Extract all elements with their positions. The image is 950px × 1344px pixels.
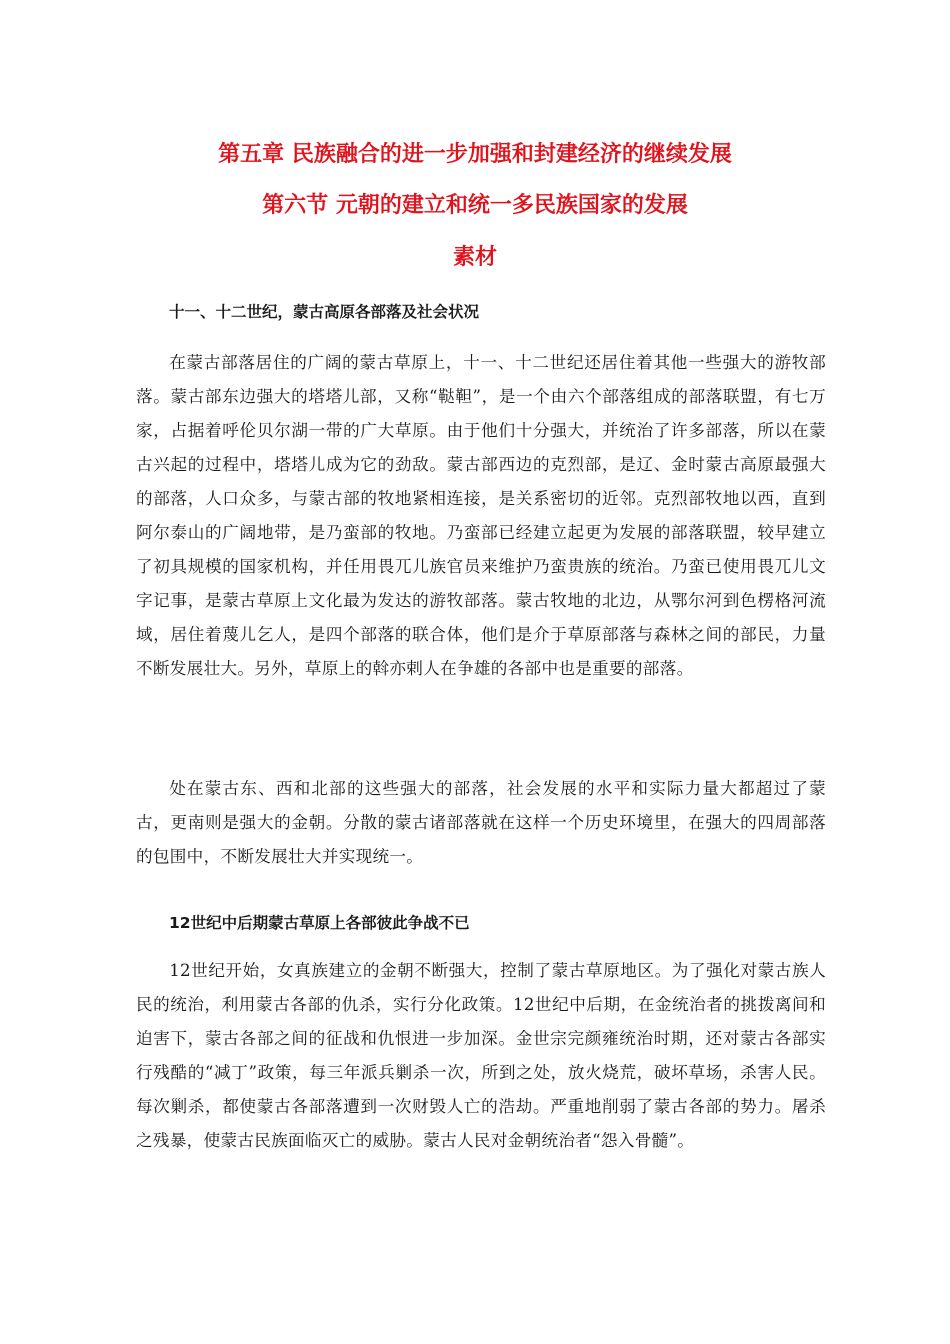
chapter-title: 第五章 民族融合的进一步加强和封建经济的继续发展 bbox=[218, 142, 732, 167]
paragraph-tribes-overview: 在蒙古部落居住的广阔的蒙古草原上，十一、十二世纪还居住着其他一些强大的游牧部落。蒙古部东边强大的塔塔儿部，又称“鞑靼”，是一个由六个部落组成的部落联盟，有七万家，占据着呼伦贝尔湖一带的广大草原。由于他们十分强大，并统治了许多部落，所以在蒙古兴起的过程中，塔塔儿成为它的劲敌。蒙古部西边的克烈部，是辽、金时蒙古高原最强大的部落，人口众多，与蒙古部的牧地紧相连接，是关系密切的近邻。克烈部牧地以西，直到阿尔泰山的广阔地带，是乃蛮部的牧地。乃蛮部已经建立起更为发展的部落联盟，较早建立了初具规模的国家机构，并任用畏兀儿族官员来维护乃蛮贵族的统治。乃蛮已使用畏兀儿文字记事，是蒙古草原上文化最为发达的游牧部落。蒙古牧地的北边，从鄂尔河到色楞格河流域，居住着蔑儿乞人，是四个部落的联合体，他们是介于草原部落与森林之间的部民，力量不断发展壮大。另外，草原上的斡亦剌人在争雄的各部中也是重要的部落。 bbox=[136, 353, 826, 678]
section-title: 第六节 元朝的建立和统一多民族国家的发展 bbox=[262, 193, 688, 218]
section-heading-wars: 12世纪中后期蒙古草原上各部彼此争战不已 bbox=[169, 914, 470, 932]
section-heading-tribes: 十一、十二世纪，蒙古高原各部落及社会状况 bbox=[169, 303, 480, 321]
material-title: 素材 bbox=[452, 245, 497, 270]
paragraph-wars: 12世纪开始，女真族建立的金朝不断强大，控制了蒙古草原地区。为了强化对蒙古族人民的统治，利用蒙古各部的仇杀，实行分化政策。12世纪中后期，在金统治者的挑拨离间和迫害下，蒙古各部之间的征战和仇恨进一步加深。金世宗完颜雍统治时期，还对蒙古各部实行残酷的“减丁”政策，每三年派兵剿杀一次，所到之处，放火烧荒，破坏草场，杀害人民。每次剿杀，都使蒙古各部落遭到一次财毁人亡的浩劫。严重地削弱了蒙古各部的势力。屠杀之残暴，使蒙古民族面临灭亡的威胁。蒙古人民对金朝统治者“怨入骨髓”。 bbox=[136, 961, 826, 1150]
paragraph-tribes-environment: 处在蒙古东、西和北部的这些强大的部落，社会发展的水平和实际力量大都超过了蒙古，更南则是强大的金朝。分散的蒙古诸部落就在这样一个历史环境里，在强大的四周部落的包围中，不断发展壮大并实现统一。 bbox=[136, 779, 826, 866]
